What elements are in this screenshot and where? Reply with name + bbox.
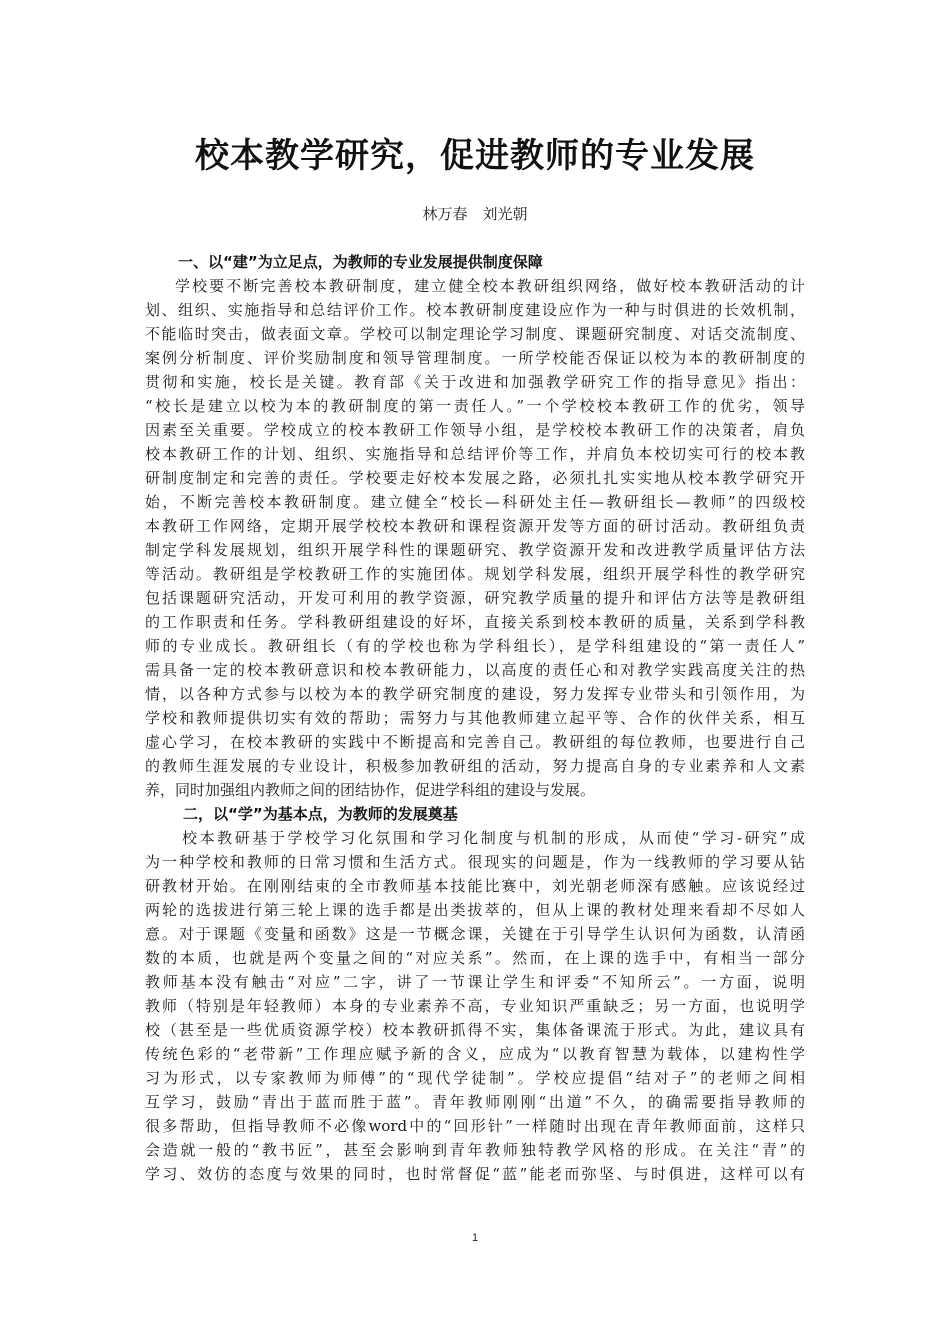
section-1-heading: 一、以“建”为立足点，为教师的专业发展提供制度保障 xyxy=(178,253,543,271)
paragraph-line: 学校和教师提供切实有效的帮助；需努力与其他教师建立起平等、合作的伙伴关系，相互 xyxy=(145,709,805,727)
paragraph-line: 师的专业成长。教研组长（有的学校也称为学科组长），是学科组建设的“第一责任人” xyxy=(145,637,805,655)
paragraph-line: 需具备一定的校本教研意识和校本教研能力，以高度的责任心和对教学实践高度关注的热 xyxy=(145,661,805,679)
paragraph-line: 贯彻和实施，校长是关键。教育部《关于改进和加强教学研究工作的指导意见》指出： xyxy=(145,373,805,391)
paragraph-line: 研制度制定和完善的责任。学校要走好校本发展之路，必须扎扎实实地从校本教学研究开 xyxy=(145,469,805,487)
paragraph-line: 情，以各种方式参与以校为本的教学研究制度的建设，努力发挥专业带头和引领作用，为 xyxy=(145,685,805,703)
page-number: 1 xyxy=(471,1232,479,1244)
paragraph-line: 养，同时加强组内教师之间的团结协作，促进学科组的建设与发展。 xyxy=(145,781,596,799)
paragraph-line: 案例分析制度、评价奖励制度和领导管理制度。一所学校能否保证以校为本的教研制度的 xyxy=(145,349,805,367)
paragraph-line: 校本教研基于学校学习化氛围和学习化制度与机制的形成，从而使“学习-研究”成 xyxy=(182,829,805,847)
paragraph-line: 意。对于课题《变量和函数》这是一节概念课，关键在于引导学生认识何为函数，认清函 xyxy=(145,925,805,943)
paragraph-line: 等活动。教研组是学校教研工作的实施团体。规划学科发展，组织开展学科性的教学研究 xyxy=(145,565,805,583)
paragraph-line: 校（甚至是一些优质资源学校）校本教研抓得不实，集体备课流于形式。为此，建议具有 xyxy=(145,1021,805,1039)
paragraph-line: 学校要不断完善校本教研制度，建立健全校本教研组织网络，做好校本教研活动的计 xyxy=(175,277,805,295)
paragraph-line: 传统色彩的“老带新”工作理应赋予新的含义，应成为“以教育智慧为载体，以建构性学 xyxy=(145,1045,805,1063)
paragraph-line: 划、组织、实施指导和总结评价工作。校本教研制度建设应作为一种与时俱进的长效机制， xyxy=(145,301,805,319)
paragraph-line: 教师基本没有触击“对应”二字，讲了一节课让学生和评委“不知所云”。一方面，说明 xyxy=(145,973,805,991)
paragraph-line: 包括课题研究活动，开发可利用的教学资源，研究教学质量的提升和评估方法等是教研组 xyxy=(145,589,805,607)
paragraph-line: 很多帮助，但指导教师不必像word中的“回形针”一样随时出现在青年教师面前，这样只 xyxy=(145,1117,805,1135)
document-authors: 林万春 刘光朝 xyxy=(422,205,528,223)
paragraph-line: 互学习，鼓励“青出于蓝而胜于蓝”。青年教师刚刚“出道”不久，的确需要指导教师的 xyxy=(145,1093,805,1111)
paragraph-line: 因素至关重要。学校成立的校本教研工作领导小组，是学校校本教研工作的决策者，肩负 xyxy=(145,421,805,439)
paragraph-line: 不能临时突击，做表面文章。学校可以制定理论学习制度、课题研究制度、对话交流制度、 xyxy=(145,325,805,343)
document-title: 校本教学研究，促进教师的专业发展 xyxy=(195,136,755,176)
paragraph-line: 教师（特别是年轻教师）本身的专业素养不高，专业知识严重缺乏；另一方面，也说明学 xyxy=(145,997,805,1015)
paragraph-line: 研教材开始。在刚刚结束的全市教师基本技能比赛中，刘光朝老师深有感触。应该说经过 xyxy=(145,877,805,895)
paragraph-line: 的教师生涯发展的专业设计，积极参加教研组的活动，努力提高自身的专业素养和人文素 xyxy=(145,757,805,775)
paragraph-line: 始，不断完善校本教研制度。建立健全“校长—科研处主任—教研组长—教师”的四级校 xyxy=(145,493,805,511)
paragraph-line: 校本教研工作的计划、组织、实施指导和总结评价等工作，并肩负本校切实可行的校本教 xyxy=(145,445,805,463)
paragraph-line: 会造就一般的“教书匠”，甚至会影响到青年教师独特教学风格的形成。在关注“青”的 xyxy=(145,1141,805,1159)
paragraph-line: 本教研工作网络，定期开展学校校本教研和课程资源开发等方面的研讨活动。教研组负责 xyxy=(145,517,805,535)
section-2-heading: 二，以“学”为基本点，为教师的发展奠基 xyxy=(183,805,458,823)
paragraph-line: 的工作职责和任务。学科教研组建设的好坏，直接关系到校本教研的质量，关系到学科教 xyxy=(145,613,805,631)
paragraph-line: 两轮的选拔进行第三轮上课的选手都是出类拔萃的，但从上课的教材处理来看却不尽如人 xyxy=(145,901,805,919)
paragraph-line: 数的本质，也就是两个变量之间的“对应关系”。然而，在上课的选手中，有相当一部分 xyxy=(145,949,805,967)
paragraph-line: 制定学科发展规划，组织开展学科性的课题研究、教学资源开发和改进教学质量评估方法 xyxy=(145,541,805,559)
paragraph-line: 学习、效仿的态度与效果的同时，也时常督促“蓝”能老而弥坚、与时俱进，这样可以有 xyxy=(145,1165,805,1183)
paragraph-line: 为一种学校和教师的日常习惯和生活方式。很现实的问题是，作为一线教师的学习要从钻 xyxy=(145,853,805,871)
paragraph-line: 虚心学习，在校本教研的实践中不断提高和完善自己。教研组的每位教师，也要进行自己 xyxy=(145,733,805,751)
paragraph-line: “校长是建立以校为本的教研制度的第一责任人。”一个学校校本教研工作的优劣，领导 xyxy=(145,397,805,415)
paragraph-line: 习为形式，以专家教师为师傅”的“现代学徒制”。学校应提倡“结对子”的老师之间相 xyxy=(145,1069,805,1087)
